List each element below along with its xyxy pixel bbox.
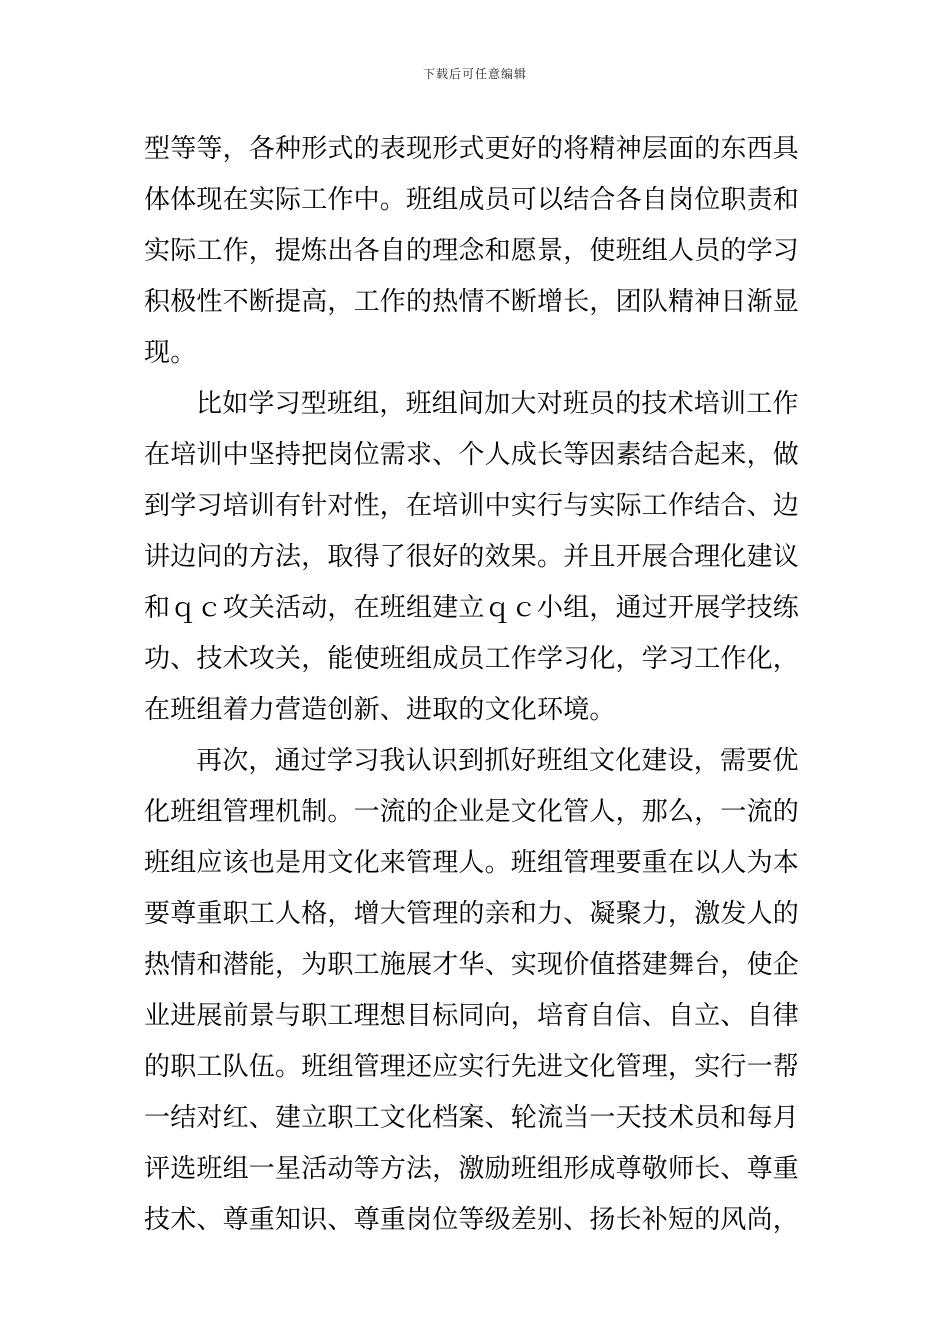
text-line: 要尊重职工人格，增大管理的亲和力、凝聚力，激发人的 xyxy=(144,899,800,929)
text-line: 技术、尊重知识、尊重岗位等级差别、扬长补短的风尚， xyxy=(144,1205,800,1235)
text-line: 讲边问的方法，取得了很好的效果。并且开展合理化建议 xyxy=(144,542,800,572)
text-line: 型等等，各种形式的表现形式更好的将精神层面的东西具 xyxy=(144,134,800,164)
text-line: 再次，通过学习我认识到抓好班组文化建设，需要优 xyxy=(196,746,799,776)
text-line: 化班组管理机制。一流的企业是文化管人，那么，一流的 xyxy=(144,797,800,827)
document-body xyxy=(144,124,814,1246)
text-line: 在培训中坚持把岗位需求、个人成长等因素结合起来，做 xyxy=(144,440,800,470)
text-line: 热情和潜能，为职工施展才华、实现价值搭建舞台，使企 xyxy=(144,950,800,980)
text-line: 的职工队伍。班组管理还应实行先进文化管理，实行一帮 xyxy=(144,1052,800,1082)
text-line: 比如学习型班组，班组间加大对班员的技术培训工作 xyxy=(196,389,799,419)
text-line: 到学习培训有针对性，在培训中实行与实际工作结合、边 xyxy=(144,491,800,521)
text-line: 现。 xyxy=(144,338,197,368)
paragraph-3 xyxy=(144,736,814,1246)
text-line: 实际工作，提炼出各自的理念和愿景，使班组人员的学习 xyxy=(144,236,800,266)
text-line: 一结对红、建立职工文化档案、轮流当一天技术员和每月 xyxy=(144,1103,800,1133)
text-line: 业进展前景与职工理想目标同向，培育自信、自立、自律 xyxy=(144,1001,800,1031)
page-header: 下载后可任意编辑 xyxy=(422,67,527,81)
paragraph-1 xyxy=(144,124,814,379)
paragraph-2 xyxy=(144,379,814,736)
text-line: 评选班组一星活动等方法，激励班组形成尊敬师长、尊重 xyxy=(144,1154,800,1184)
text-line: 班组应该也是用文化来管理人。班组管理要重在以人为本 xyxy=(144,848,800,878)
text-line: 功、技术攻关，能使班组成员工作学习化，学习工作化， xyxy=(144,644,800,674)
text-line: 体体现在实际工作中。班组成员可以结合各自岗位职责和 xyxy=(144,185,800,215)
text-line: 积极性不断提高，工作的热情不断增长，团队精神日渐显 xyxy=(144,287,800,317)
text-line: 在班组着力营造创新、进取的文化环境。 xyxy=(144,695,616,725)
text-line: 和ｑｃ攻关活动，在班组建立ｑｃ小组，通过开展学技练 xyxy=(144,593,800,623)
